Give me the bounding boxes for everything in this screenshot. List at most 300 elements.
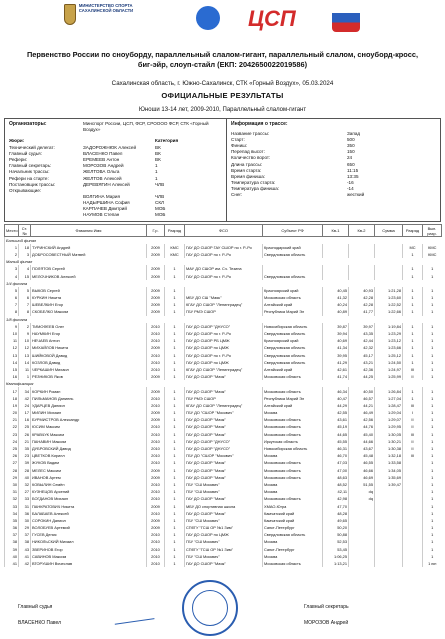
- cell-r1: 1: [403, 330, 423, 337]
- cell-name: КУРКИН Никита: [31, 294, 147, 301]
- cell-pl: 24: [5, 438, 19, 445]
- table-row: [5, 387, 442, 394]
- cell-r2: 1: [423, 445, 442, 452]
- cell-rk: 1: [165, 359, 185, 366]
- cell-q2: 44,76: [349, 423, 375, 430]
- cell-r2: 1: [423, 531, 442, 538]
- cell-r2: 1: [423, 474, 442, 481]
- cell-yr: 2009: [147, 524, 165, 531]
- cell-r2: 1: [423, 265, 442, 272]
- cell-r2: 1: [423, 510, 442, 517]
- cell-no: 35: [19, 445, 31, 452]
- cell-r1: [403, 524, 423, 531]
- track-param-label: Перепад высот:: [231, 149, 265, 155]
- cell-fso: ГАУ ДО СШОР "Маяк": [185, 416, 263, 423]
- cell-q1: 40,47: [323, 395, 349, 402]
- cell-sum: [375, 251, 403, 258]
- cell-reg: Республика Марий Эл: [263, 308, 323, 315]
- jury-cat: СКЛ: [155, 199, 165, 205]
- cell-q1: 1:13,21: [323, 560, 349, 567]
- cell-r1: [403, 560, 423, 567]
- cell-rk: 1: [165, 488, 185, 495]
- cell-name: ВТОРУШИН Вячеслав: [31, 560, 147, 567]
- cell-r1: 1: [403, 294, 423, 301]
- track-param-label: Время финиша:: [231, 173, 266, 179]
- cell-no: 26: [19, 431, 31, 438]
- track-param-value: 350: [347, 143, 355, 149]
- signatures: [4, 594, 441, 634]
- cell-no: 42: [19, 395, 31, 402]
- cell-pl: 30: [5, 481, 19, 488]
- cell-reg: Новосибирская область: [263, 445, 323, 452]
- jury-cat: МОБ: [155, 206, 166, 211]
- cell-reg: Красноярский край: [263, 337, 323, 344]
- cell-q2: 46,69: [349, 474, 375, 481]
- cell-pl: 14: [5, 359, 19, 366]
- cell-q1: 47,00: [323, 467, 349, 474]
- section-label: Малый финал: [5, 258, 442, 265]
- track-param-value: -14: [347, 185, 354, 191]
- table-row: [5, 531, 442, 538]
- table-row: [5, 395, 442, 402]
- section-label: Большой финал: [5, 237, 442, 244]
- section-label: 1/4 финала: [5, 280, 442, 287]
- cell-r1: 1: [403, 251, 423, 258]
- cell-yr: 2010: [147, 445, 165, 452]
- cell-r1: [403, 538, 423, 545]
- cell-q1: 41,32: [323, 294, 349, 301]
- cell-name: УДАРЦЕВ Даниил: [31, 402, 147, 409]
- cell-yr: 2009: [147, 301, 165, 308]
- cell-sum: 1:29,04: [375, 409, 403, 416]
- cell-yr: 2009: [147, 387, 165, 394]
- cell-name: КРАВЧУК Максим: [31, 431, 147, 438]
- csp-logo: ЦСП: [248, 6, 296, 31]
- cell-q1: 40,45: [323, 287, 349, 294]
- cell-r1: II: [403, 423, 423, 430]
- cell-no: 37: [19, 531, 31, 538]
- track-info-label: Информация о трассе:: [231, 121, 288, 127]
- cell-fso: ГБУ "СШ Москвич": [185, 488, 263, 495]
- cell-pl: 2: [5, 251, 19, 258]
- cell-reg: [263, 265, 323, 272]
- table-row: [5, 452, 442, 459]
- cell-fso: КГАУ ДО СШОР "Ленинградец": [185, 402, 263, 409]
- cell-reg: Санкт-Петербург: [263, 524, 323, 531]
- cell-q1: 49,65: [323, 517, 349, 524]
- column-header: Разряд: [403, 225, 423, 237]
- column-header: ФСО: [185, 225, 263, 237]
- cell-r1: 1: [403, 272, 423, 279]
- track-param-label: Название трассы:: [231, 131, 270, 136]
- cell-rk: 1: [165, 531, 185, 538]
- cell-pl: 19: [5, 402, 19, 409]
- cell-pl: 23: [5, 431, 19, 438]
- cell-q1: 45,55: [323, 438, 349, 445]
- cell-reg: Камчатский край: [263, 510, 323, 517]
- cell-r1: [403, 553, 423, 560]
- cell-fso: ГАУ ДО СШОР "Маяк": [185, 474, 263, 481]
- cell-rk: 1: [165, 431, 185, 438]
- cell-reg: Свердловская область: [263, 344, 323, 351]
- cell-rk: 1: [165, 495, 185, 502]
- cell-fso: ГАУ ДО СШОР по г. Р.-Ро: [185, 352, 263, 359]
- jury-role: Открывающие:: [9, 187, 42, 193]
- table-row: [5, 402, 442, 409]
- cell-yr: 2009: [147, 294, 165, 301]
- cell-name: ДОБРОСОВЕСТНЫЙ Матвей: [31, 251, 147, 258]
- table-row: [5, 344, 442, 351]
- cell-reg: Москва: [263, 488, 323, 495]
- cell-pl: 29: [5, 474, 19, 481]
- cell-reg: Свердловская область: [263, 330, 323, 337]
- cell-no: 33: [19, 495, 31, 502]
- table-row: [5, 251, 442, 258]
- cell-r1: [403, 517, 423, 524]
- cell-pl: 7: [5, 301, 19, 308]
- jury-name: НАУМОВ Степан: [83, 212, 120, 218]
- cell-q1: 48,52: [323, 481, 349, 488]
- cell-pl: 4: [5, 272, 19, 279]
- cell-fso: ГАУ ДО СШОР "Маяк": [185, 431, 263, 438]
- cell-yr: 2010: [147, 431, 165, 438]
- cell-pl: 39: [5, 546, 19, 553]
- cell-pl: 16: [5, 373, 19, 380]
- cell-pl: 38: [5, 538, 19, 545]
- cell-reg: Московская область: [263, 495, 323, 502]
- cell-reg: Новосибирская область: [263, 323, 323, 330]
- jury-row: [5, 182, 226, 188]
- cell-sum: 1:25,12: [375, 352, 403, 359]
- table-row: [5, 488, 442, 495]
- cell-rk: 1: [165, 308, 185, 315]
- cell-reg: Иркутская область: [263, 438, 323, 445]
- snowboard-federation-logo: [196, 6, 220, 30]
- cell-pl: 9: [5, 323, 19, 330]
- track-param-label: Время старта:: [231, 167, 262, 173]
- cell-rk: 1: [165, 560, 185, 567]
- table-row: [5, 495, 442, 502]
- cell-fso: ГАУ ДО СШОР "ДНУСО": [185, 438, 263, 445]
- cell-sum: 1:23,66: [375, 344, 403, 351]
- cell-r2: 1: [423, 373, 442, 380]
- cell-rk: 1: [165, 517, 185, 524]
- cell-yr: 2010: [147, 459, 165, 466]
- jury-name: ВЛАСЕНКО Павел: [83, 151, 123, 157]
- cell-q1: 44,29: [323, 402, 349, 409]
- cell-name: НЕЧАЕВ Антон: [31, 337, 147, 344]
- jury-name: ЖЕЛТОВ Алексей: [83, 175, 122, 181]
- table-row: [5, 287, 442, 294]
- cell-r1: 1: [403, 323, 423, 330]
- cell-name: ПОЛЯТОВ Сергей: [31, 265, 147, 272]
- track-param-label: Температура старта:: [231, 179, 276, 185]
- cell-r2: 1: [423, 409, 442, 416]
- cell-yr: 2010: [147, 423, 165, 430]
- cell-yr: 2010: [147, 452, 165, 459]
- track-param-value: 500: [347, 137, 355, 143]
- cell-name: БУРМИСТРОВ Александр: [31, 416, 147, 423]
- cell-fso: ГАУ ДО СШОР "Маяк": [185, 510, 263, 517]
- table-row: [5, 438, 442, 445]
- cell-q1: 52,53: [323, 538, 349, 545]
- cell-r2: 1: [423, 517, 442, 524]
- cell-q1: 39,87: [323, 323, 349, 330]
- cell-no: 27: [19, 488, 31, 495]
- cell-sum: 1:29,95: [375, 423, 403, 430]
- cell-reg: Москва: [263, 452, 323, 459]
- cell-reg: Красноярский край: [263, 287, 323, 294]
- organizers-jury-panel: [5, 119, 227, 221]
- header-logos: [0, 4, 445, 44]
- cell-yr: 2010: [147, 395, 165, 402]
- cell-no: 43: [19, 546, 31, 553]
- table-row: [5, 423, 442, 430]
- cell-q2: dq: [349, 495, 375, 502]
- cell-no: 25: [19, 423, 31, 430]
- cell-yr: 2009: [147, 373, 165, 380]
- cell-yr: 2009: [147, 265, 165, 272]
- cell-reg: Московская область: [263, 416, 323, 423]
- track-param-value: 11:15: [347, 167, 359, 173]
- cell-rk: 1: [165, 402, 185, 409]
- cell-sum: 1:34,05: [375, 467, 403, 474]
- cell-pl: 17: [5, 387, 19, 394]
- coat-of-arms-icon: [64, 4, 76, 25]
- cell-reg: Московская область: [263, 294, 323, 301]
- jury-cat: ВК: [155, 157, 161, 163]
- cell-reg: Республика Марий Эл: [263, 395, 323, 402]
- cell-name: САВИНОВ Максим: [31, 553, 147, 560]
- cell-yr: 2009: [147, 251, 165, 258]
- cell-rk: 1: [165, 301, 185, 308]
- cell-yr: 2009: [147, 308, 165, 315]
- cell-sum: 1:27,04: [375, 395, 403, 402]
- cell-r2: 1: [423, 337, 442, 344]
- cell-q1: 46,31: [323, 445, 349, 452]
- cell-name: НАУМКИН Егор: [31, 330, 147, 337]
- cell-reg: ХМАО-Югра: [263, 502, 323, 509]
- cell-yr: 2009: [147, 502, 165, 509]
- cell-r1: 1: [403, 287, 423, 294]
- cell-reg: Московская область: [263, 431, 323, 438]
- cell-fso: ГАУ ДО СШОР "Маяк": [185, 560, 263, 567]
- cell-no: 9: [19, 330, 31, 337]
- table-row: [5, 337, 442, 344]
- cell-r2: 1: [423, 459, 442, 466]
- cell-fso: КГАУ ДО СШОР "Ленинградец": [185, 301, 263, 308]
- eagle-emblem-icon: [332, 4, 360, 32]
- cell-reg: Алтайский край: [263, 301, 323, 308]
- cell-r2: 1: [423, 438, 442, 445]
- cell-no: 4: [19, 265, 31, 272]
- cell-yr: 2009: [147, 272, 165, 279]
- cell-q2: 46,57: [349, 395, 375, 402]
- cell-pl: 6: [5, 294, 19, 301]
- organizers-label: Организаторы:: [9, 121, 47, 127]
- cell-r1: 1: [403, 359, 423, 366]
- column-header: Субъект РФ: [263, 225, 323, 237]
- cell-name: ТИМОФЕЕВ Олег: [31, 323, 147, 330]
- table-row: [5, 474, 442, 481]
- table-row: [5, 459, 442, 466]
- cell-no: 7: [19, 301, 31, 308]
- cell-r2: 1: [423, 344, 442, 351]
- cell-q1: 42,55: [323, 409, 349, 416]
- cell-q1: 48,28: [323, 510, 349, 517]
- cell-r2: КМС: [423, 244, 442, 251]
- cell-pl: 1: [5, 244, 19, 251]
- cell-rk: 1: [165, 344, 185, 351]
- cell-fso: ГАУ ДО СШОР "Маяк": [185, 459, 263, 466]
- table-row: [5, 308, 442, 315]
- jury-role: Рефери на старте:: [9, 175, 49, 181]
- cell-name: ПИЛЬМАНОВ Даниель: [31, 395, 147, 402]
- cell-reg: Москва: [263, 409, 323, 416]
- cell-r1: 1: [403, 301, 423, 308]
- cell-sum: 1:39,47: [375, 481, 403, 488]
- cell-q1: [323, 272, 349, 279]
- section-row: [5, 258, 442, 265]
- cell-sum: 1:25,99: [375, 373, 403, 380]
- event-subtitle: Юноши 13-14 лет, 2009-2010, Параллельный слалом-гигант: [138, 107, 307, 113]
- cell-r1: II: [403, 445, 423, 452]
- cell-rk: 1: [165, 459, 185, 466]
- cell-no: 40: [19, 474, 31, 481]
- cell-q2: dq: [349, 488, 375, 495]
- cell-pl: 36: [5, 524, 19, 531]
- cell-r1: III: [403, 366, 423, 373]
- jury-name: ВОЛГИНА Мария: [83, 193, 120, 199]
- cell-sum: 1:23,60: [375, 294, 403, 301]
- cell-r2: 1: [423, 387, 442, 394]
- cell-q2: 43,21: [349, 359, 375, 366]
- cell-q1: 39,94: [323, 330, 349, 337]
- cell-rk: 1: [165, 409, 185, 416]
- cell-r1: 1: [403, 265, 423, 272]
- cell-no: 10: [19, 337, 31, 344]
- cell-name: СКОБЕЛКО Максим: [31, 308, 147, 315]
- cell-sum: 1:30,21: [375, 438, 403, 445]
- cell-pl: 32: [5, 495, 19, 502]
- cell-rk: 1: [165, 438, 185, 445]
- jury-row: [5, 176, 226, 182]
- cell-r2: КМС: [423, 251, 442, 258]
- cell-fso: ГАУ ДО СШОР "Маяк": [185, 467, 263, 474]
- table-row: [5, 553, 442, 560]
- cell-rk: 1: [165, 373, 185, 380]
- cell-name: ИВАНОВ Артем: [31, 474, 147, 481]
- cell-sum: [375, 510, 403, 517]
- info-box: [4, 118, 441, 222]
- table-row: [5, 244, 442, 251]
- cell-pl: 20: [5, 409, 19, 416]
- cell-q2: 42,56: [349, 416, 375, 423]
- cell-name: ЦВЕТКОВ Кирилл: [31, 452, 147, 459]
- table-row: [5, 373, 442, 380]
- cell-q2: 40,50: [349, 387, 375, 394]
- cell-q2: [349, 510, 375, 517]
- cell-reg: Московская область: [263, 387, 323, 394]
- venue-line: Сахалинская область, г. Южно-Сахалинск, СТК «Горный Воздух», 05.03.2024: [111, 80, 334, 87]
- cell-r2: 1: [423, 467, 442, 474]
- column-header: Разряд: [165, 225, 185, 237]
- cell-r1: I: [403, 409, 423, 416]
- cell-r1: III: [403, 431, 423, 438]
- track-param-label: Финиш:: [231, 143, 248, 149]
- cell-fso: ГАУ ДО СШОР по ЦМЖ: [185, 359, 263, 366]
- track-param-value: 150: [347, 149, 355, 155]
- jury-cat: 1: [155, 163, 158, 169]
- track-param-value: жесткий: [347, 192, 365, 197]
- cell-yr: 2009: [147, 244, 165, 251]
- chief-secretary-signature: Главный секретарь МОРОЗОВ Андрей: [304, 604, 349, 626]
- column-header: Фамилия Имя: [31, 225, 147, 237]
- jury-cat: ЧЛВ: [155, 193, 165, 199]
- cell-yr: 2010: [147, 359, 165, 366]
- cell-reg: Алтайский край: [263, 366, 323, 373]
- cell-name: БАЛАБАЕВ Алексей: [31, 510, 147, 517]
- cell-r2: 1: [423, 538, 442, 545]
- cell-rk: 1: [165, 452, 185, 459]
- cell-name: КОВЫЛИН Семён: [31, 481, 147, 488]
- cell-name: ВЫКОВ Сергей: [31, 287, 147, 294]
- cell-r2: 1: [423, 287, 442, 294]
- cell-rk: 1: [165, 553, 185, 560]
- track-param-label: Температура финиша:: [231, 185, 280, 191]
- cell-rk: 1: [165, 330, 185, 337]
- track-param-value: Запад: [347, 131, 361, 136]
- cell-no: 13: [19, 352, 31, 359]
- cell-no: 2: [19, 323, 31, 330]
- cell-yr: 2010: [147, 495, 165, 502]
- cell-q2: 39,97: [349, 323, 375, 330]
- cell-r1: III: [403, 452, 423, 459]
- cell-sum: 1:22,52: [375, 301, 403, 308]
- track-info-panel: [227, 119, 442, 221]
- results-table: [4, 224, 442, 567]
- cell-rk: 1: [165, 287, 185, 294]
- cell-q2: [349, 524, 375, 531]
- cell-sum: 1:23,29: [375, 330, 403, 337]
- cell-reg: Москва: [263, 481, 323, 488]
- cell-name: ДУБРОВСКИЙ Давид: [31, 445, 147, 452]
- cell-no: 34: [19, 387, 31, 394]
- section-label: Квалификация: [5, 380, 442, 387]
- jury-name: ЖЕЛТОВА Ольга: [83, 169, 120, 175]
- cell-fso: [185, 287, 263, 294]
- cell-q2: 43,35: [349, 330, 375, 337]
- cell-pl: 8: [5, 308, 19, 315]
- cell-q2: 45,40: [349, 431, 375, 438]
- jury-cat: ВК: [155, 151, 161, 157]
- cell-no: 39: [19, 459, 31, 466]
- table-row: [5, 510, 442, 517]
- cell-no: 18: [19, 244, 31, 251]
- cell-rk: 1: [165, 395, 185, 402]
- cell-no: 41: [19, 553, 31, 560]
- cell-q1: 42,98: [323, 495, 349, 502]
- cell-r1: [403, 488, 423, 495]
- cell-q1: 46,34: [323, 387, 349, 394]
- cell-yr: 2010: [147, 560, 165, 567]
- ministry-sport-russia-logo: [332, 4, 360, 32]
- cell-reg: Камчатский край: [263, 517, 323, 524]
- cell-rk: 1: [165, 467, 185, 474]
- cell-sum: 1:21,28: [375, 287, 403, 294]
- cell-name: ШЕВЕЛКИН Егор: [31, 301, 147, 308]
- cell-q2: [349, 553, 375, 560]
